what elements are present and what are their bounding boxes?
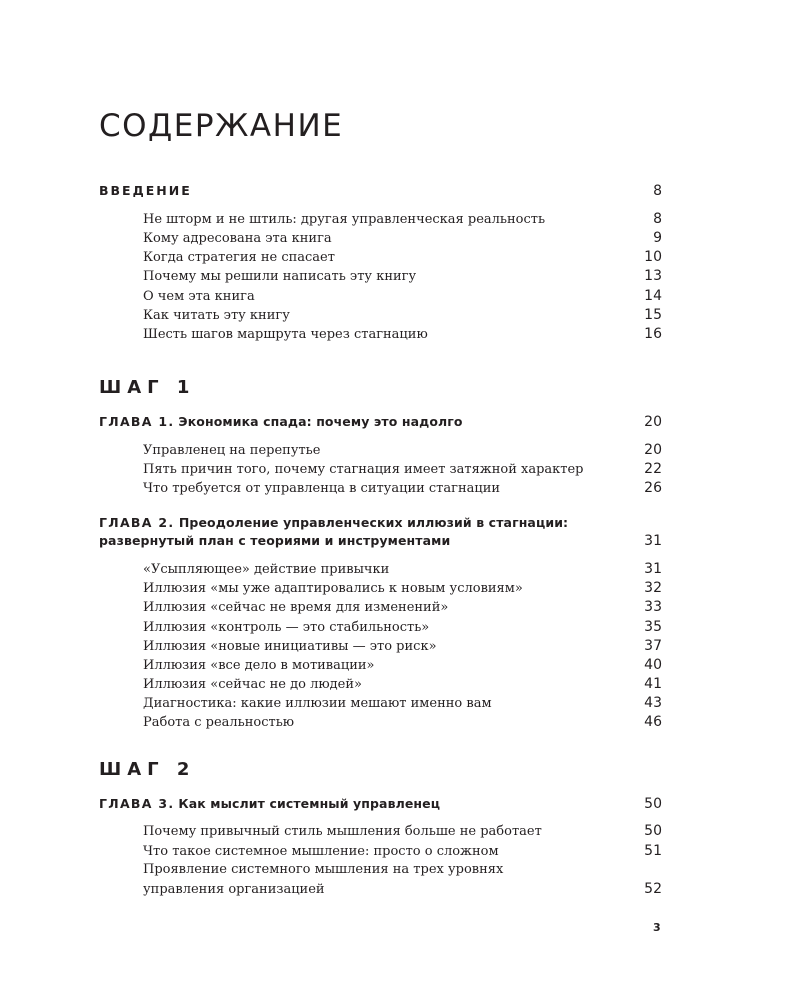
toc-entry-title: Что требуется от управленца в ситуации стагнации (143, 481, 501, 496)
page-number: 22 (644, 461, 662, 477)
page-number: 33 (644, 599, 662, 615)
page-number: 15 (644, 307, 662, 323)
toc-entry[interactable] (143, 307, 662, 323)
page-number: 8 (653, 211, 662, 227)
page-number: 31 (644, 561, 662, 577)
toc-entry-title: Кому адресована эта книга (143, 231, 332, 246)
toc-entry-title: Иллюзия «сейчас не время для изменений» (143, 600, 449, 615)
chapter-label: ГЛАВА 3. (99, 796, 175, 811)
folio-page-number: 3 (653, 921, 661, 934)
toc-chapter-2-line2[interactable] (99, 533, 662, 549)
page-number: 10 (644, 249, 662, 265)
toc-entry[interactable] (143, 657, 662, 673)
toc-entry-title: Управленец на перепутье (143, 443, 321, 458)
page-number: 16 (644, 326, 662, 342)
toc-entry[interactable] (143, 619, 662, 635)
toc-entry-title: Иллюзия «мы уже адаптировались к новым условиям» (143, 581, 523, 596)
toc-entry-title: Не шторм и не штиль: другая управленческая реальность (143, 212, 546, 227)
page-number: 51 (644, 843, 662, 859)
toc-entry-title: Когда стратегия не спасает (143, 250, 335, 265)
page-number: 35 (644, 619, 662, 635)
toc-entry-title: Как читать эту книгу (143, 308, 290, 323)
page-number: 20 (644, 414, 662, 430)
page-number: 43 (644, 695, 662, 711)
page-number: 50 (644, 796, 662, 812)
toc-entry[interactable] (143, 638, 662, 654)
toc-entry-title: Иллюзия «контроль — это стабильность» (143, 620, 430, 635)
toc-entry-title-continued: управления организацией (143, 882, 325, 897)
toc-entry[interactable] (143, 288, 662, 304)
toc-entry[interactable] (143, 480, 662, 496)
toc-entry-title: Иллюзия «все дело в мотивации» (143, 658, 375, 673)
chapter-title-continued: развернутый план с теориями и инструментами (99, 533, 451, 548)
chapter-title: Преодоление управленческих иллюзий в стагнации: (178, 515, 569, 530)
page-title: СОДЕРЖАНИЕ (99, 108, 344, 144)
page-number: 8 (653, 183, 662, 199)
toc-intro-heading[interactable] (99, 183, 662, 199)
toc-chapter-2-line1[interactable] (99, 515, 568, 530)
toc-entry[interactable] (143, 695, 662, 711)
toc-entry[interactable] (143, 823, 662, 839)
chapter-title: Экономика спада: почему это надолго (178, 414, 463, 429)
toc-entry-line1[interactable]: Проявление системного мышления на трех уровнях (143, 862, 504, 877)
page-number: 26 (644, 480, 662, 496)
toc-entry-title: Диагностика: какие иллюзии мешают именно вам (143, 696, 492, 711)
toc-entry[interactable] (143, 249, 662, 265)
toc-entry[interactable] (143, 461, 662, 477)
page-number: 40 (644, 657, 662, 673)
page-number: 13 (644, 268, 662, 284)
toc-entry-line2[interactable] (143, 881, 662, 897)
step-1-heading: ШАГ 1 (99, 377, 196, 398)
page-number: 52 (644, 881, 662, 897)
page-number: 50 (644, 823, 662, 839)
toc-entry-title: Шесть шагов маршрута через стагнацию (143, 327, 428, 342)
toc-entry[interactable] (143, 580, 662, 596)
toc-chapter-1[interactable] (99, 413, 662, 431)
page-number: 46 (644, 714, 662, 730)
toc-entry-title: Пять причин того, почему стагнация имеет затяжной характер (143, 462, 584, 477)
toc-entry[interactable] (143, 676, 662, 692)
toc-entry-title: Почему привычный стиль мышления больше не работает (143, 824, 542, 839)
page-number: 41 (644, 676, 662, 692)
toc-entry-title: «Усыпляющее» действие привычки (143, 562, 390, 577)
chapter-label: ГЛАВА 2. (99, 515, 175, 530)
toc-entry[interactable] (143, 211, 662, 227)
page-number: 20 (644, 442, 662, 458)
toc-entry-title: Иллюзия «новые инициативы — это риск» (143, 639, 437, 654)
step-2-heading: ШАГ 2 (99, 759, 196, 780)
toc-entry[interactable] (143, 268, 662, 284)
toc-entry[interactable] (143, 599, 662, 615)
toc-entry[interactable] (143, 843, 662, 859)
toc-entry[interactable] (143, 561, 662, 577)
page-number: 9 (653, 230, 662, 246)
toc-chapter-3[interactable] (99, 795, 662, 813)
toc-entry-title: Иллюзия «сейчас не до людей» (143, 677, 362, 692)
page-number: 14 (644, 288, 662, 304)
page-number: 32 (644, 580, 662, 596)
toc-entry[interactable] (143, 714, 662, 730)
page-number: 37 (644, 638, 662, 654)
page-number: 31 (644, 533, 662, 549)
chapter-label: ГЛАВА 1. (99, 414, 175, 429)
toc-entry-title: Что такое системное мышление: просто о сложном (143, 844, 499, 859)
chapter-title: Как мыслит системный управленец (178, 796, 441, 811)
intro-label: ВВЕДЕНИЕ (99, 183, 192, 198)
toc-entry[interactable] (143, 326, 662, 342)
toc-entry[interactable] (143, 442, 662, 458)
toc-entry-title: О чем эта книга (143, 289, 255, 304)
toc-entry-title: Почему мы решили написать эту книгу (143, 269, 417, 284)
toc-entry[interactable] (143, 230, 662, 246)
toc-entry-title: Работа с реальностью (143, 715, 295, 730)
